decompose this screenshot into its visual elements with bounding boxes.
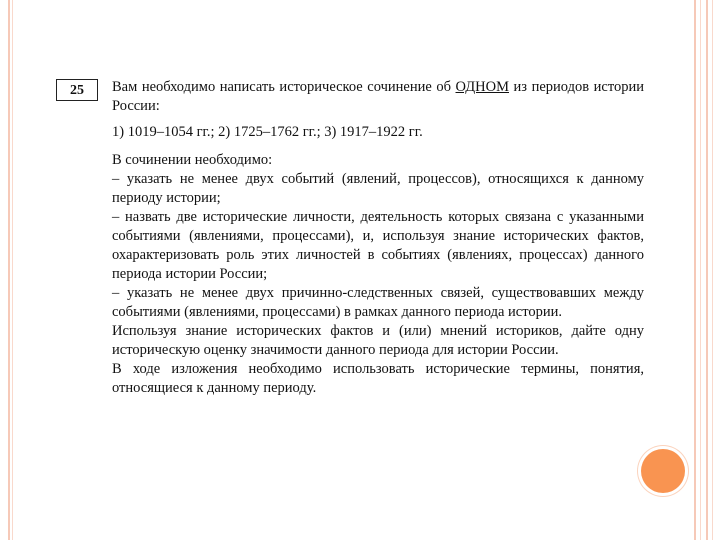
requirement-2: – назвать две исторические личности, деятельность которых связана с указанными событиями (явлениями, процессами), и, используя знание исторических фактов, охарактеризовать роль этих личностей в событиях (явлениях, процессах) данного периода истории России; — [112, 209, 644, 282]
task-intro — [112, 78, 644, 116]
frame-line-left — [8, 0, 10, 540]
frame-line-right — [694, 0, 696, 540]
requirement-3: – указать не менее двух причинно-следственных связей, существовавших между событиями (явлениями, процессами) в рамках данного периода истории. — [112, 285, 644, 320]
assessment-instruction: Используя знание исторических фактов и (или) мнений историков, дайте одну историческую оценку значимости данного периода для истории России. — [112, 323, 644, 358]
frame-line-right-outer — [706, 0, 708, 540]
frame-line-right-edge — [712, 0, 713, 540]
intro-emphasis: ОДНОМ — [455, 79, 509, 95]
task-number-box: 25 — [56, 79, 98, 101]
frame-line-left-inner — [12, 0, 13, 540]
periods-list: 1) 1019–1054 гг.; 2) 1725–1762 гг.; 3) 1917–1922 гг. — [112, 124, 423, 140]
requirement-1: – указать не менее двух событий (явлений, процессов), относящихся к данному периоду истории; — [112, 171, 644, 206]
intro-before: Вам необходимо написать историческое сочинение об — [112, 79, 456, 95]
intro-after: из периодов истории России: — [112, 79, 644, 114]
requirements-heading: В сочинении необходимо: — [112, 152, 273, 168]
decorative-circle — [641, 449, 685, 493]
frame-line-right-inner — [700, 0, 701, 540]
task-text — [112, 78, 644, 398]
terms-instruction: В ходе изложения необходимо использовать исторические термины, понятия, относящиеся к данному периоду. — [112, 361, 644, 396]
